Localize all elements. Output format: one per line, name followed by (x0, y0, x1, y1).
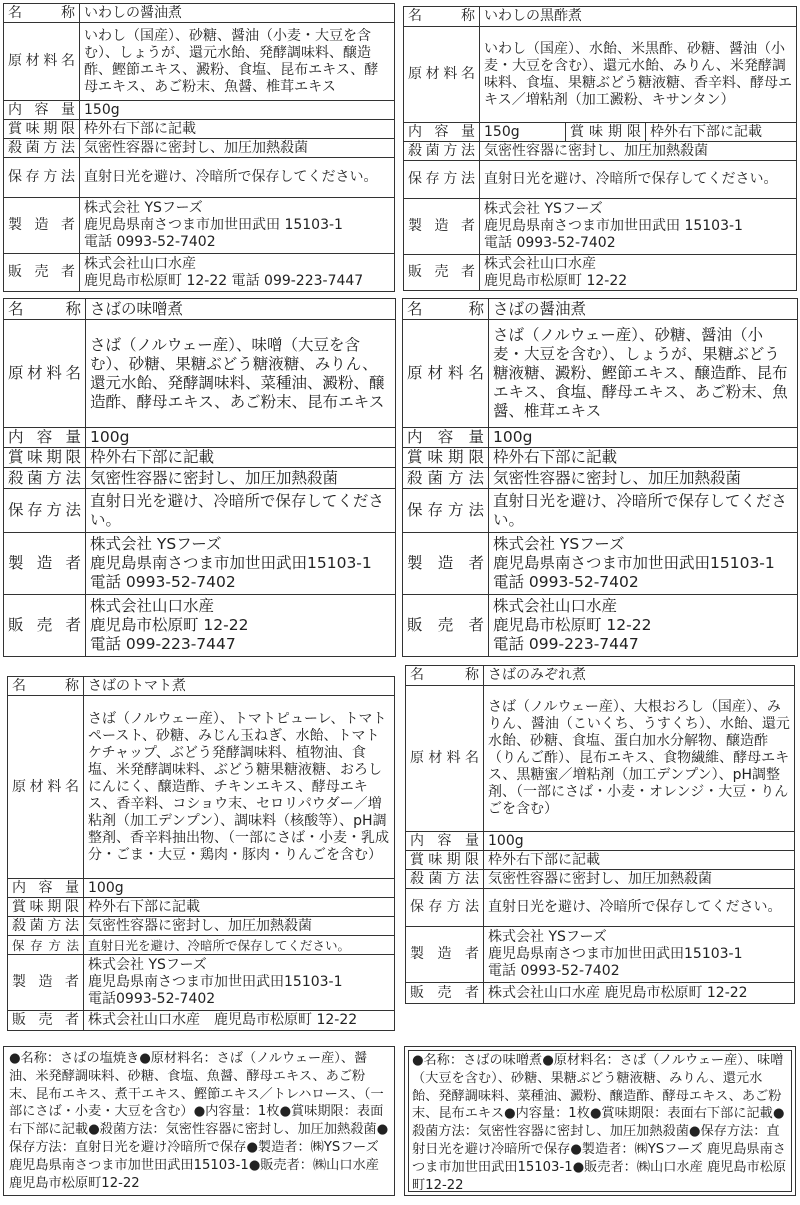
val-storage: 直射日光を避け、冷暗所で保存してください。 (84, 936, 395, 955)
row-sterilization (8, 917, 395, 936)
val-quantity: 100g (484, 832, 795, 851)
key-seller: 販 売 者 (406, 983, 484, 1004)
label-saba-miso-paragraph (404, 1046, 796, 1196)
key-best-before: 賞味期限 (4, 448, 86, 468)
row-manufacturer (4, 533, 396, 595)
val-quantity: 150g (80, 101, 395, 120)
key-storage: 保存方法 (4, 158, 80, 198)
val-best-before: 枠外右下部に記載 (86, 448, 396, 468)
label-saba-shoyu (402, 298, 798, 657)
key-seller: 販 売 者 (8, 1011, 84, 1031)
row-manufacturer (4, 198, 395, 254)
row-manufacturer (8, 955, 395, 1011)
key-storage: 保存方法 (8, 936, 84, 955)
key-storage: 保存方法 (404, 161, 480, 199)
val-ingredients: さば（ノルウェー産）、大根おろし（国産）、みりん、醤油（こいくち、うすくち）、水飴、還元水飴、砂糖、食塩、蛋白加水分解物、醸造酢（りんご酢）、昆布エキス、食物繊維、酵母エキス、黒糖蜜／増粘剤（加工デンプン）、pH調整剤、（一部にさば・小麦・オレンジ・大豆・りんごを含む） (484, 686, 795, 832)
key-seller: 販 売 者 (403, 595, 489, 657)
val-manufacturer: 株式会社 YSフーズ 鹿児島県南さつま市加世田武田 15103-1 電話 0993-52-7402 (80, 198, 395, 254)
key-quantity: 内 容 量 (404, 123, 480, 142)
row-seller (4, 254, 395, 292)
val-ingredients: いわし（国産）、水飴、米黒酢、砂糖、醤油（小麦・大豆を含む）、還元水飴、みりん、米発酵調味料、食塩、果糖ぶどう糖液糖、香辛料、酵母エキス／増粘剤（加工澱粉、キサンタン） (480, 27, 797, 123)
val-storage: 直射日光を避け、冷暗所で保存してください。 (480, 161, 797, 199)
val-best-before: 枠外右下部に記載 (489, 448, 798, 468)
val-ingredients: さば（ノルウェー産）、トマトピューレ、トマトペースト、砂糖、みじん玉ねぎ、水飴、トマトケチャップ、ぶどう発酵調味料、植物油、食塩、米発酵調味料、ぶどう糖果糖液糖、おろしにんにく、醸造酢、チキンエキス、酵母エキス、香辛料、コショウ末、セロリパウダー／増粘剤（加工デンプン）、調味料（核酸等）、pH調整剤、香辛料抽出物、（一部にさば・小麦・乳成分・ごま・大豆・鶏肉・豚肉・りんごを含む） (84, 696, 395, 879)
val-storage: 直射日光を避け、冷暗所で保存してください。 (484, 889, 795, 927)
row-sterilization (403, 468, 798, 489)
row-sterilization (404, 142, 797, 161)
label-saba-mizore (405, 665, 795, 1004)
val-quantity: 100g (86, 428, 396, 448)
label-iwashi-shoyu (3, 3, 395, 292)
key-manufacturer: 製 造 者 (4, 198, 80, 254)
val-storage: 直射日光を避け、冷暗所で保存してください。 (86, 489, 396, 533)
key-quantity: 内 容 量 (8, 879, 84, 898)
key-storage: 保存方法 (403, 489, 489, 533)
label-saba-tomato (7, 676, 395, 1031)
key-quantity: 内 容 量 (406, 832, 484, 851)
val-quantity: 100g (489, 428, 798, 448)
val-sterilization: 気密性容器に密封し、加圧加熱殺菌 (489, 468, 798, 489)
row-seller (404, 255, 797, 291)
val-best-before: 枠外右下部に記載 (484, 851, 795, 870)
key-seller: 販 売 者 (4, 254, 80, 292)
val-best-before: 枠外右下部に記載 (646, 123, 797, 142)
val-seller: 株式会社山口水産 鹿児島市松原町 12-22 (484, 983, 795, 1004)
row-best-before (4, 120, 395, 139)
row-storage (406, 889, 795, 927)
row-quantity (8, 879, 395, 898)
key-manufacturer: 製 造 者 (4, 533, 86, 595)
row-best-before (403, 448, 798, 468)
row-storage (4, 489, 396, 533)
key-seller: 販 売 者 (404, 255, 480, 291)
val-name: いわしの黒酢煮 (480, 7, 797, 27)
key-storage: 保存方法 (4, 489, 86, 533)
row-quantity (4, 101, 395, 120)
key-ingredients: 原材料名 (404, 27, 480, 123)
val-sterilization: 気密性容器に密封し、加圧加熱殺菌 (484, 870, 795, 889)
val-storage: 直射日光を避け、冷暗所で保存してください。 (80, 158, 395, 198)
label-saba-shioyaki (3, 1046, 395, 1196)
key-best-before: 賞味期限 (4, 120, 80, 139)
key-manufacturer: 製 造 者 (406, 927, 484, 983)
key-quantity: 内 容 量 (403, 428, 489, 448)
key-ingredients: 原材料名 (403, 320, 489, 428)
val-name: さばの味噌煮 (86, 299, 396, 320)
row-best-before (8, 898, 395, 917)
row-storage (403, 489, 798, 533)
key-name: 名 称 (4, 299, 86, 320)
val-manufacturer: 株式会社 YSフーズ 鹿児島県南さつま市加世田武田15103-1 電話 0993-52-7402 (489, 533, 798, 595)
row-name (8, 677, 395, 696)
key-seller: 販 売 者 (4, 595, 86, 657)
val-storage: 直射日光を避け、冷暗所で保存してください。 (489, 489, 798, 533)
val-manufacturer: 株式会社 YSフーズ 鹿児島県南さつま市加世田武田15103-1 電話 0993-52-7402 (86, 533, 396, 595)
key-best-before: 賞味期限 (8, 898, 84, 917)
key-ingredients: 原材料名 (4, 23, 80, 101)
row-quantity (403, 428, 798, 448)
key-name: 名 称 (403, 299, 489, 320)
val-seller: 株式会社山口水産 鹿児島市松原町 12-22 電話 099-223-7447 (86, 595, 396, 657)
key-quantity: 内 容 量 (4, 428, 86, 448)
key-ingredients: 原材料名 (8, 696, 84, 879)
val-sterilization: 気密性容器に密封し、加圧加熱殺菌 (80, 139, 395, 158)
row-manufacturer (403, 533, 798, 595)
row-ingredients (4, 320, 396, 428)
val-name: いわしの醤油煮 (80, 4, 395, 23)
val-quantity: 100g (84, 879, 395, 898)
row-name (406, 666, 795, 686)
key-name: 名 称 (406, 666, 484, 686)
key-best-before: 賞味期限 (406, 851, 484, 870)
row-storage (404, 161, 797, 199)
key-manufacturer: 製 造 者 (8, 955, 84, 1011)
key-best-before: 賞味期限 (403, 448, 489, 468)
row-storage (8, 936, 395, 955)
val-manufacturer: 株式会社 YSフーズ 鹿児島県南さつま市加世田武田15103-1 電話 0993-52-7402 (484, 927, 795, 983)
val-seller: 株式会社山口水産 鹿児島市松原町 12-22 (84, 1011, 395, 1031)
row-ingredients (406, 686, 795, 832)
key-sterilization: 殺菌方法 (8, 917, 84, 936)
val-quantity: 150g (480, 123, 566, 142)
key-ingredients: 原材料名 (406, 686, 484, 832)
val-seller: 株式会社山口水産 鹿児島市松原町 12-22 電話 099-223-7447 (489, 595, 798, 657)
row-sterilization (406, 870, 795, 889)
val-sterilization: 気密性容器に密封し、加圧加熱殺菌 (84, 917, 395, 936)
row-sterilization (4, 468, 396, 489)
label-saba-miso (3, 298, 396, 657)
row-quantity-best-before (404, 123, 797, 142)
val-manufacturer: 株式会社 YSフーズ 鹿児島県南さつま市加世田武田15103-1 電話0993-52-7402 (84, 955, 395, 1011)
val-sterilization: 気密性容器に密封し、加圧加熱殺菌 (480, 142, 797, 161)
row-quantity (4, 428, 396, 448)
row-best-before (406, 851, 795, 870)
val-name: さばのみぞれ煮 (484, 666, 795, 686)
val-name: さばの醤油煮 (489, 299, 798, 320)
row-ingredients (403, 320, 798, 428)
row-name (403, 299, 798, 320)
row-name (4, 4, 395, 23)
key-storage: 保存方法 (406, 889, 484, 927)
row-quantity (406, 832, 795, 851)
row-seller (8, 1011, 395, 1031)
row-name (4, 299, 396, 320)
val-sterilization: 気密性容器に密封し、加圧加熱殺菌 (86, 468, 396, 489)
row-seller (406, 983, 795, 1004)
paragraph-saba-shioyaki: ●名称：さばの塩焼き●原材料名：さば（ノルウェー産）、醤油、米発酵調味料、砂糖、食塩、魚醤、酵母エキス、あご粉末、昆布エキス、煮干エキス、鰹節エキス／トレハロース、（一部にさば・小麦・大豆を含む）●内容量：1枚●賞味期限：表面右下部に記載●殺菌方法：気密性容器に密封し、加圧加熱殺菌●保存方法：直射日光を避け冷暗所で保存●製造者：㈱YSフーズ 鹿児島県南さつま市加世田武田15103-1●販売者：㈱山口水産 鹿児島市松原町12-22 (9, 1051, 389, 1191)
val-seller: 株式会社山口水産 鹿児島市松原町 12-22 電話 099-223-7447 (80, 254, 395, 292)
key-sterilization: 殺菌方法 (403, 468, 489, 489)
key-sterilization: 殺菌方法 (4, 139, 80, 158)
row-seller (403, 595, 798, 657)
row-seller (4, 595, 396, 657)
val-ingredients: さば（ノルウェー産）、味噌（大豆を含む）、砂糖、果糖ぶどう糖液糖、みりん、還元水飴、発酵調味料、菜種油、澱粉、醸造酢、酵母エキス、あご粉末、昆布エキス (86, 320, 396, 428)
key-name: 名 称 (4, 4, 80, 23)
key-manufacturer: 製 造 者 (404, 199, 480, 255)
row-ingredients (404, 27, 797, 123)
label-iwashi-kurozu (403, 6, 797, 291)
key-sterilization: 殺菌方法 (406, 870, 484, 889)
row-manufacturer (404, 199, 797, 255)
key-name: 名 称 (404, 7, 480, 27)
key-manufacturer: 製 造 者 (403, 533, 489, 595)
val-name: さばのトマト煮 (84, 677, 395, 696)
row-name (404, 7, 797, 27)
val-ingredients: さば（ノルウェー産）、砂糖、醤油（小麦・大豆を含む）、しょうが、果糖ぶどう糖液糖、澱粉、鰹節エキス、醸造酢、昆布エキス、食塩、酵母エキス、あご粉末、魚醤、椎茸エキス (489, 320, 798, 428)
val-manufacturer: 株式会社 YSフーズ 鹿児島県南さつま市加世田武田 15103-1 電話 0993-52-7402 (480, 199, 797, 255)
key-ingredients: 原材料名 (4, 320, 86, 428)
key-best-before: 賞味期限 (566, 123, 646, 142)
key-quantity: 内 容 量 (4, 101, 80, 120)
val-ingredients: いわし（国産）、砂糖、醤油（小麦・大豆を含む）、しょうが、還元水飴、発酵調味料、醸造酢、鰹節エキス、澱粉、食塩、昆布エキス、酵母エキス、あご粉末、魚醤、椎茸エキス (80, 23, 395, 101)
val-best-before: 枠外右下部に記載 (80, 120, 395, 139)
row-sterilization (4, 139, 395, 158)
row-best-before (4, 448, 396, 468)
row-storage (4, 158, 395, 198)
key-sterilization: 殺菌方法 (404, 142, 480, 161)
key-sterilization: 殺菌方法 (4, 468, 86, 489)
val-seller: 株式会社山口水産 鹿児島市松原町 12-22 (480, 255, 797, 291)
paragraph-saba-miso: ●名称：さばの味噌煮●原材料名：さば（ノルウェー産）、味噌（大豆を含む）、砂糖、果糖ぶどう糖液糖、みりん、還元水飴、発酵調味料、菜種油、澱粉、醸造酢、酵母エキス、あご粉末、昆布エキス●内容量：1枚●賞味期限：表面右下部に記載●殺菌方法：気密性容器に密封し、加圧加熱殺菌●保存方法：直射日光を避け冷暗所で保存●製造者：㈱YSフーズ 鹿児島県南さつま市加世田武田15103-1●販売者：㈱山口水産 鹿児島市松原町12-22 (408, 1050, 792, 1192)
val-best-before: 枠外右下部に記載 (84, 898, 395, 917)
row-ingredients (8, 696, 395, 879)
key-name: 名 称 (8, 677, 84, 696)
row-ingredients (4, 23, 395, 101)
row-manufacturer (406, 927, 795, 983)
